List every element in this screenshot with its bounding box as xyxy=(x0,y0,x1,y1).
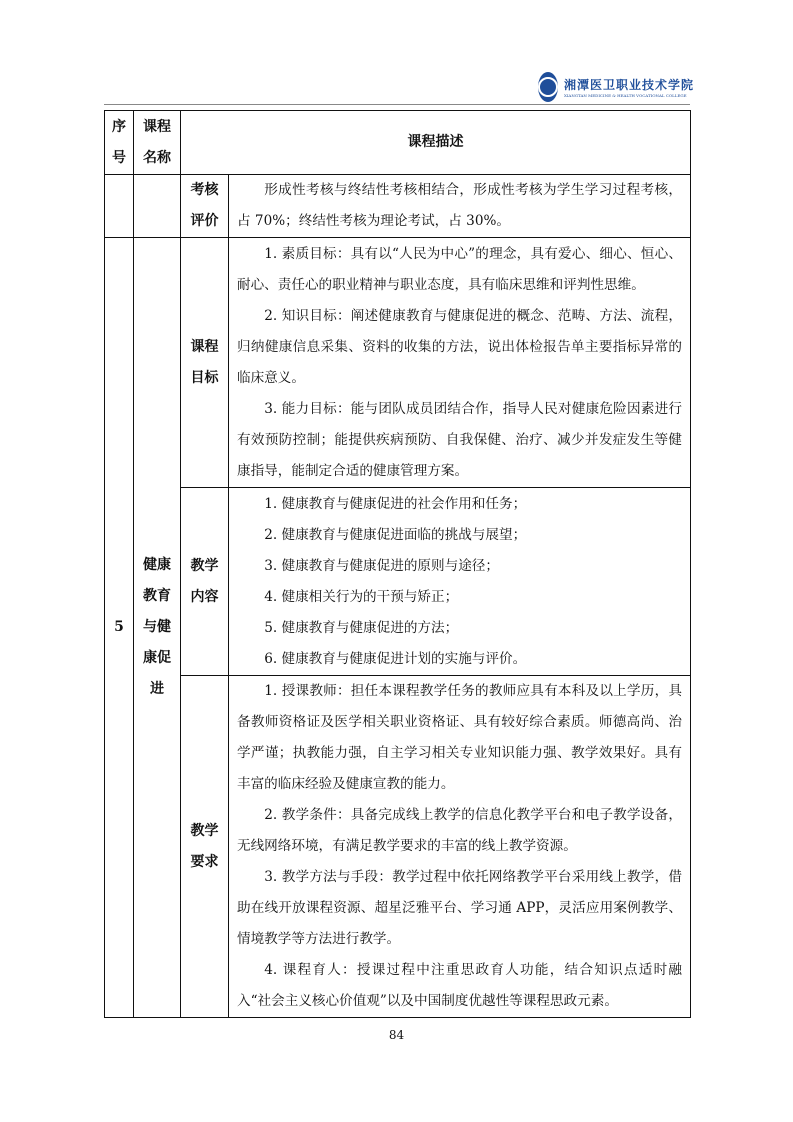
empty-name-cell xyxy=(134,175,181,238)
content-item: 1. 健康教育与健康促进的社会作用和任务； xyxy=(264,495,527,512)
assessment-text: 形成性考核与终结性考核相结合，形成性考核为学生学习过程考核，占 70%；终结性考核为理论考试，占 30%。 xyxy=(229,175,691,238)
table-row-content xyxy=(105,488,691,676)
header-number: 序 号 xyxy=(105,111,134,175)
assessment-label: 考核 评价 xyxy=(181,175,229,238)
college-logo xyxy=(538,70,695,104)
content-item: 3. 健康教育与健康促进的原则与途径； xyxy=(264,557,499,574)
requirement-item: 1. 授课教师：担任本课程教学任务的教师应具有本科及以上学历，具备教师资格证及医学相关职业资格证、具有较好综合素质。师德高尚、治学严谨；执教能力强，自主学习相关专业知识能力强、教学效果好。具有丰富的临床经验及健康宣教的能力。 xyxy=(237,683,682,792)
logo-english-name: XIANGTAN MEDICINE & HEALTH VOCATIONAL COLLEGE xyxy=(564,93,687,98)
table-row-assessment xyxy=(105,175,691,238)
header-course-name: 课程 名称 xyxy=(134,111,181,175)
goal-item: 1. 素质目标：具有以“人民为中心”的理念，具有爱心、细心、恒心、耐心、责任心的职业精神与职业态度，具有临床思维和评判性思维。 xyxy=(237,245,682,293)
table-row-goals xyxy=(105,238,691,488)
header-rule xyxy=(104,104,690,105)
content-item: 2. 健康教育与健康促进面临的挑战与展望； xyxy=(264,526,527,543)
content-item: 6. 健康教育与健康促进计划的实施与评价。 xyxy=(264,650,527,667)
course-table xyxy=(104,110,691,1018)
requirement-item: 2. 教学条件：具备完成线上教学的信息化教学平台和电子教学设备，无线网络环境，有满足教学要求的丰富的线上教学资源。 xyxy=(237,807,682,854)
goals-label: 课程 目标 xyxy=(181,238,229,488)
requirements-label: 教学 要求 xyxy=(181,676,229,1018)
goal-item: 2. 知识目标：阐述健康教育与健康促进的概念、范畴、方法、流程，归纳健康信息采集、资料的收集的方法，说出体检报告单主要指标异常的临床意义。 xyxy=(237,307,682,386)
requirement-item: 3. 教学方法与手段：教学过程中依托网络教学平台采用线上教学，借助在线开放课程资源、超星泛雅平台、学习通 APP，灵活应用案例教学、情境教学等方法进行教学。 xyxy=(237,869,682,947)
requirements-text xyxy=(229,676,691,1018)
course-name: 健康 教育 与健 康促 进 xyxy=(134,238,181,1018)
empty-number-cell xyxy=(105,175,134,238)
table-header-row xyxy=(105,111,691,175)
page-number: 84 xyxy=(388,1028,405,1042)
content-label: 教学 内容 xyxy=(181,488,229,676)
header-description: 课程描述 xyxy=(181,111,691,175)
content-item: 4. 健康相关行为的干预与矫正； xyxy=(264,588,459,605)
logo-chinese-name: 湘潭医卫职业技术学院 xyxy=(564,78,695,92)
college-emblem-icon xyxy=(538,72,558,102)
table-row-requirements xyxy=(105,676,691,1018)
course-number: 5 xyxy=(105,238,134,1018)
goal-item: 3. 能力目标：能与团队成员团结合作，指导人民对健康危险因素进行有效预防控制；能提供疾病预防、自我保健、治疗、减少并发症发生等健康指导，能制定合适的健康管理方案。 xyxy=(237,400,682,479)
goals-text xyxy=(229,238,691,488)
requirement-item: 4. 课程育人：授课过程中注重思政育人功能，结合知识点适时融入“社会主义核心价值观”以及中国制度优越性等课程思政元素。 xyxy=(237,962,682,1009)
content-item: 5. 健康教育与健康促进的方法； xyxy=(264,619,459,636)
content-text xyxy=(229,488,691,676)
